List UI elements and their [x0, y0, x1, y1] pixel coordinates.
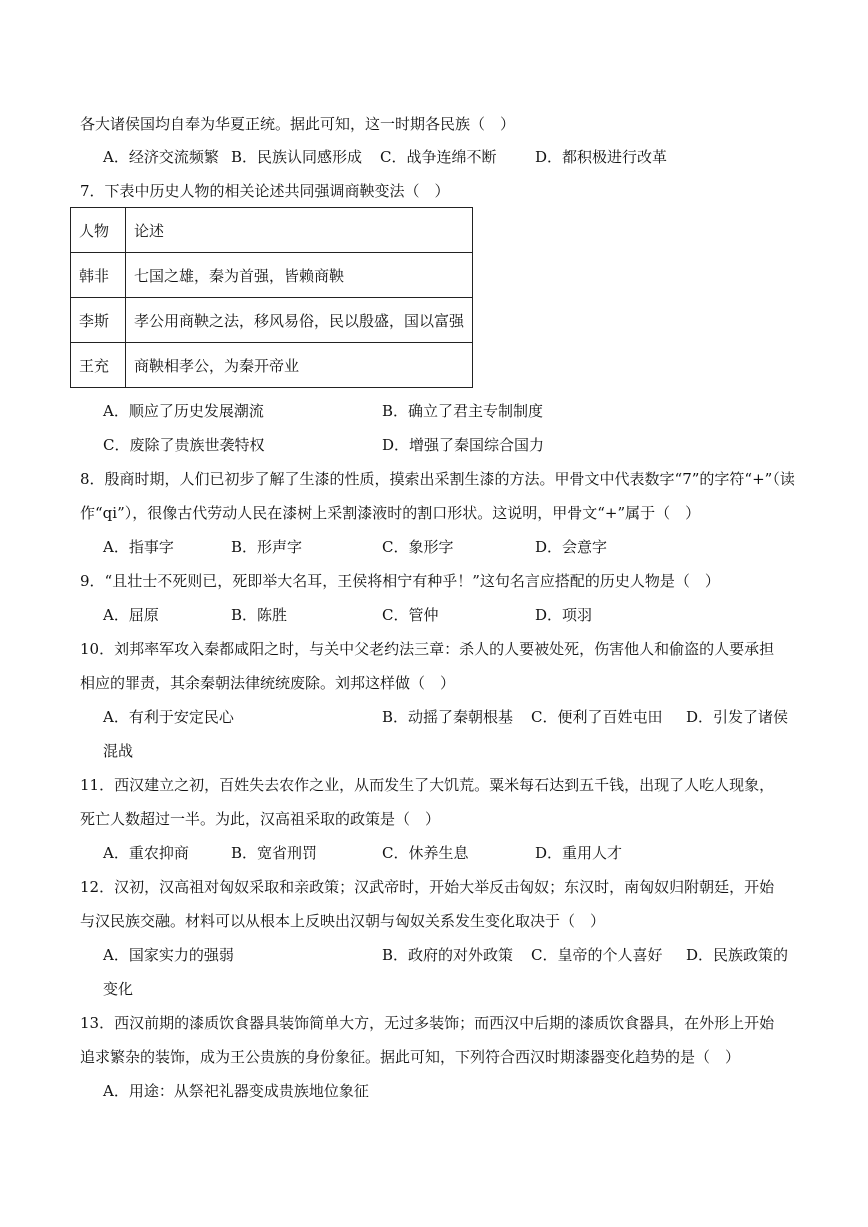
q13-stem-line-2: 追求繁杂的装饰，成为王公贵族的身份象征。据此可知，下列符合西汉时期漆器变化趋势的是（ ） — [80, 1048, 741, 1066]
q7-stem: 7．下表中历史人物的相关论述共同强调商鞅变法（ ） — [80, 182, 450, 200]
q8-option-d: D．会意字 — [535, 538, 608, 556]
q12-option-c: C．皇帝的个人喜好 — [531, 946, 663, 964]
q10-stem-line-1: 10．刘邦率军攻入秦都咸阳之时，与关中父老约法三章：杀人的人要被处死，伤害他人和偷盗的人要承担 — [80, 640, 775, 658]
table-cell: 韩非 — [71, 253, 126, 298]
table-row — [71, 343, 473, 388]
q6-option-a: A．经济交流频繁 — [103, 148, 219, 166]
q8-option-b: B．形声字 — [231, 538, 303, 556]
q9-option-d: D．项羽 — [535, 606, 593, 624]
q7-table — [70, 207, 473, 388]
q9-stem: 9．“且壮士不死则已，死即举大名耳，王侯将相宁有种乎！”这句名言应搭配的历史人物是（ ） — [80, 572, 720, 590]
q11-option-a: A．重农抑商 — [103, 844, 189, 862]
q12-option-d: D．民族政策的 — [686, 946, 789, 964]
q10-option-b: B．动摇了秦朝根基 — [382, 708, 514, 726]
q9-option-b: B．陈胜 — [231, 606, 288, 624]
q6-option-b: B．民族认同感形成 — [231, 148, 363, 166]
table-cell: 李斯 — [71, 298, 126, 343]
q10-option-a: A．有利于安定民心 — [103, 708, 234, 726]
q10-option-d: D．引发了诸侯 — [686, 708, 789, 726]
q11-option-b: B．宽省刑罚 — [231, 844, 318, 862]
q8-option-a: A．指事字 — [103, 538, 174, 556]
q13-stem-line-1: 13．西汉前期的漆质饮食器具装饰简单大方，无过多装饰；而西汉中后期的漆质饮食器具，在外形上开始 — [80, 1014, 775, 1032]
table-row — [71, 253, 473, 298]
q9-option-a: A．屈原 — [103, 606, 159, 624]
q11-option-d: D．重用人才 — [535, 844, 623, 862]
q9-option-c: C．管仲 — [382, 606, 439, 624]
q10-option-d-wrap: 混战 — [103, 742, 134, 760]
table-cell: 王充 — [71, 343, 126, 388]
table-header-row — [71, 208, 473, 253]
q6-option-d: D．都积极进行改革 — [535, 148, 668, 166]
table-cell: 商鞅相孝公，为秦开帝业 — [125, 343, 472, 388]
q6-stem: 各大诸侯国均自奉为华夏正统。据此可知，这一时期各民族（ ） — [80, 115, 516, 133]
q6-option-c: C．战争连绵不断 — [380, 148, 497, 166]
q12-option-a: A．国家实力的强弱 — [103, 946, 234, 964]
q8-stem-line-1: 8．殷商时期，人们已初步了解了生漆的性质，摸索出采割生漆的方法。甲骨文中代表数字“7”的字符“+”（读 — [80, 470, 795, 488]
q8-stem-line-2: 作“qi”），很像古代劳动人民在漆树上采割漆液时的割口形状。这说明，甲骨文“+”属于（ ） — [80, 504, 701, 522]
table-header-cell: 人物 — [71, 208, 126, 253]
table-cell: 七国之雄，秦为首强，皆赖商鞅 — [125, 253, 472, 298]
q11-stem-line-2: 死亡人数超过一半。为此，汉高祖采取的政策是（ ） — [80, 810, 441, 828]
q7-option-a: A．顺应了历史发展潮流 — [103, 402, 264, 420]
q8-option-c: C．象形字 — [382, 538, 454, 556]
q10-option-c: C．便利了百姓屯田 — [531, 708, 663, 726]
q12-stem-line-2: 与汉民族交融。材料可以从根本上反映出汉朝与匈奴关系发生变化取决于（ ） — [80, 912, 606, 930]
q12-option-b: B．政府的对外政策 — [382, 946, 514, 964]
q10-stem-line-2: 相应的罪责，其余秦朝法律统统废除。刘邦这样做（ ） — [80, 674, 456, 692]
q13-option-a: A．用途：从祭祀礼器变成贵族地位象征 — [103, 1082, 369, 1100]
table-cell: 孝公用商鞅之法，移风易俗，民以殷盛，国以富强 — [125, 298, 472, 343]
q12-option-d-wrap: 变化 — [103, 980, 134, 998]
q7-option-d: D．增强了秦国综合国力 — [382, 436, 545, 454]
q11-option-c: C．休养生息 — [382, 844, 469, 862]
table-header-cell: 论述 — [125, 208, 472, 253]
q7-option-c: C．废除了贵族世袭特权 — [103, 436, 265, 454]
q7-option-b: B．确立了君主专制制度 — [382, 402, 544, 420]
q12-stem-line-1: 12．汉初，汉高祖对匈奴采取和亲政策；汉武帝时，开始大举反击匈奴；东汉时，南匈奴归附朝廷，开始 — [80, 878, 775, 896]
q11-stem-line-1: 11．西汉建立之初，百姓失去农作之业，从而发生了大饥荒。粟米每石达到五千钱，出现了人吃人现象， — [80, 776, 775, 794]
table-row — [71, 298, 473, 343]
